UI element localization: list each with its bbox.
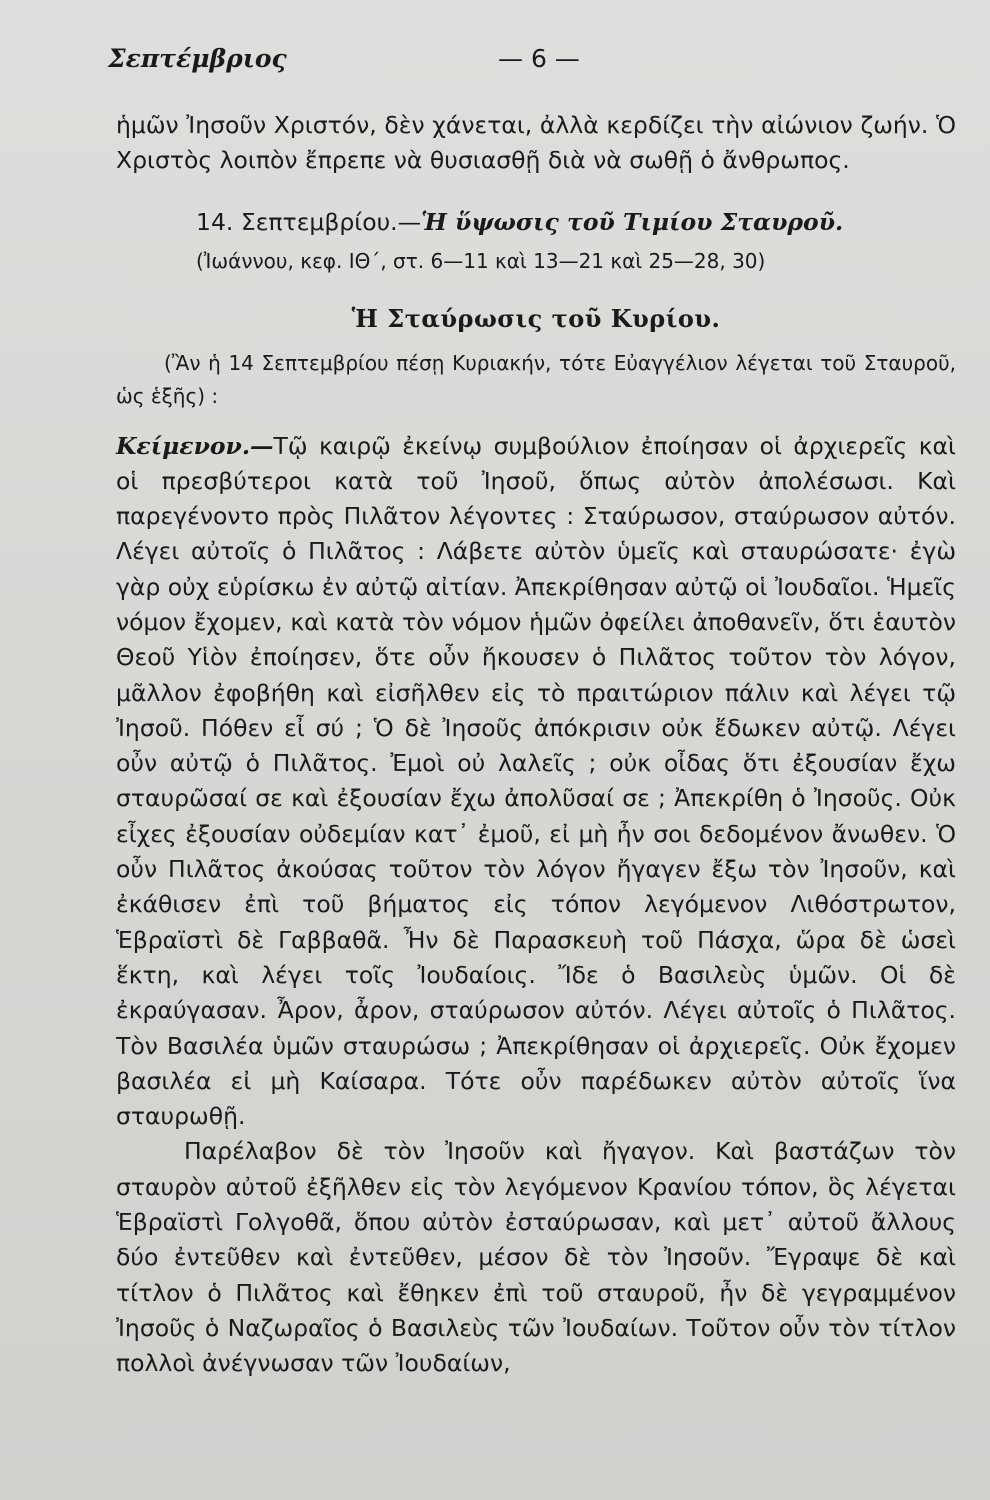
reading-paragraph [116, 429, 956, 1135]
section-title: Ἡ Σταύρωσις τοῦ Κυρίου. [351, 304, 721, 333]
reading-note: (Ἂν ἡ 14 Σεπτεμβρίου πέσῃ Κυριακήν, τότε Εὐαγγέλιον λέγεται τοῦ Σταυροῦ, ὡς ἑξῆς) : [116, 350, 956, 408]
page-number: — 6 — [498, 44, 580, 73]
reading-text: Τῷ καιρῷ ἐκείνῳ συμβούλιον ἐποίησαν οἱ ἀρχιερεῖς καὶ οἱ πρεσβύτεροι κατὰ τοῦ Ἰησοῦ, ὅπως αὐτὸν ἀπολέσωσι. Καὶ παρεγένοντο πρὸς Πιλᾶτον λέγοντες : Σταύρωσον, σταύρωσον αὐτόν. Λέγει αὐτοῖς ὁ Πιλᾶτος : Λάβετε αὐτὸν ὑμεῖς καὶ σταυρώσατε· ἐγὼ γὰρ οὐχ εὑρίσκω ἐν αὐτῷ αἰτίαν. Ἀπεκρίθησαν αὐτῷ οἱ Ἰουδαῖοι. Ἡμεῖς νόμον ἔχομεν, καὶ κατὰ τὸν νόμον ἡμῶν ὀφείλει ἀποθανεῖν, ὅτι ἑαυτὸν Θεοῦ Υἱὸν ἐποίησεν, ὅτε οὖν ἤκουσεν ὁ Πιλᾶτος τοῦτον τὸν λόγον, μᾶλλον ἐφοβήθη καὶ εἰσῆλθεν εἰς τὸ πραιτώριον πάλιν καὶ λέγει τῷ Ἰησοῦ. Πόθεν εἶ σύ ; Ὁ δὲ Ἰησοῦς ἀπόκρισιν οὐκ ἔδωκεν αὐτῷ. Λέγει οὖν αὐτῷ ὁ Πιλᾶτος. Ἐμοὶ οὐ λαλεῖς ; οὐκ οἶδας ὅτι ἐξουσίαν ἔχω σταυρῶσαί σε καὶ ἐξουσίαν ἔχω ἀπολῦσαί σε ; Ἀπεκρίθη ὁ Ἰησοῦς. Οὐκ εἶχες ἐξουσίαν οὐδεμίαν κατ᾽ ἐμοῦ, εἰ μὴ ἦν σοι δεδομένον ἄνωθεν. Ὁ οὖν Πιλᾶτος ἀκούσας τοῦτον τὸν λόγον ἤγαγεν ἔξω τὸν Ἰησοῦν, καὶ ἐκάθισεν ἐπὶ τοῦ βήματος εἰς τόπον λεγόμενον Λιθόστρωτον, Ἑβραϊστὶ δὲ Γαββαθᾶ. Ἦν δὲ Παρασκευὴ τοῦ Πάσχα, ὥρα δὲ ὡσεὶ ἕκτη, καὶ λέγει τοῖς Ἰουδαίοις. Ἴδε ὁ Βασιλεὺς ὑμῶν. Οἱ δὲ ἐκραύγασαν. Ἆρον, ἆρον, σταύρωσον αὐτόν. Λέγει αὐτοῖς ὁ Πιλᾶτος. Τὸν Βασιλέα ὑμῶν σταυρώσω ; Ἀπεκρίθησαν οἱ ἀρχιερεῖς. Οὐκ ἔχομεν βασιλέα εἰ μὴ Καίσαρα. Τότε οὖν παρέδωκεν αὐτὸν αὐτοῖς ἵνα σταυρωθῇ. [116, 431, 956, 1131]
reading-label: Κείμενον.— [116, 431, 274, 460]
page-body [116, 108, 956, 1382]
scripture-reference: (Ἰωάννου, κεφ. ΙΘ΄, στ. 6—11 καὶ 13—21 καὶ 25—28, 30) [196, 248, 766, 273]
feast-date: 14. Σεπτεμβρίου.— [196, 208, 422, 236]
second-paragraph: Παρέλαβον δὲ τὸν Ἰησοῦν καὶ ἤγαγον. Καὶ βαστάζων τὸν σταυρὸν αὐτοῦ ἐξῆλθεν εἰς τὸν λεγόμενον Κρανίου τόπον, ὃς λέγεται Ἑβραϊστὶ Γολγοθᾶ, ὅπου αὐτὸν ἐσταύρωσαν, καὶ μετ᾽ αὐτοῦ ἄλλους δύο ἐντεῦθεν καὶ ἐντεῦθεν, μέσον δὲ τὸν Ἰησοῦν. Ἔγραψε δὲ καὶ τίτλον ὁ Πιλᾶτος καὶ ἔθηκεν ἐπὶ τοῦ σταυροῦ, ἦν δὲ γεγραμμένον Ἰησοῦς ὁ Ναζωραῖος ὁ Βασιλεὺς τῶν Ἰουδαίων. Τοῦτον οὖν τὸν τίτλον πολλοὶ ἀνέγνωσαν τῶν Ἰουδαίων, [116, 1137, 956, 1378]
intro-paragraph: ἡμῶν Ἰησοῦν Χριστόν, δὲν χάνεται, ἀλλὰ κερδίζει τὴν αἰώνιον ζωήν. Ὁ Χριστὸς λοιπὸν ἔπρεπε νὰ θυσιασθῇ διὰ νὰ σωθῇ ὁ ἄνθρωπος. [116, 111, 956, 174]
page-header [108, 44, 950, 84]
feast-name: Ἡ ὕψωσις τοῦ Τιμίου Σταυροῦ. [421, 208, 844, 236]
feast-entry [116, 205, 956, 240]
running-head: Σεπτέμβριος [108, 44, 287, 73]
